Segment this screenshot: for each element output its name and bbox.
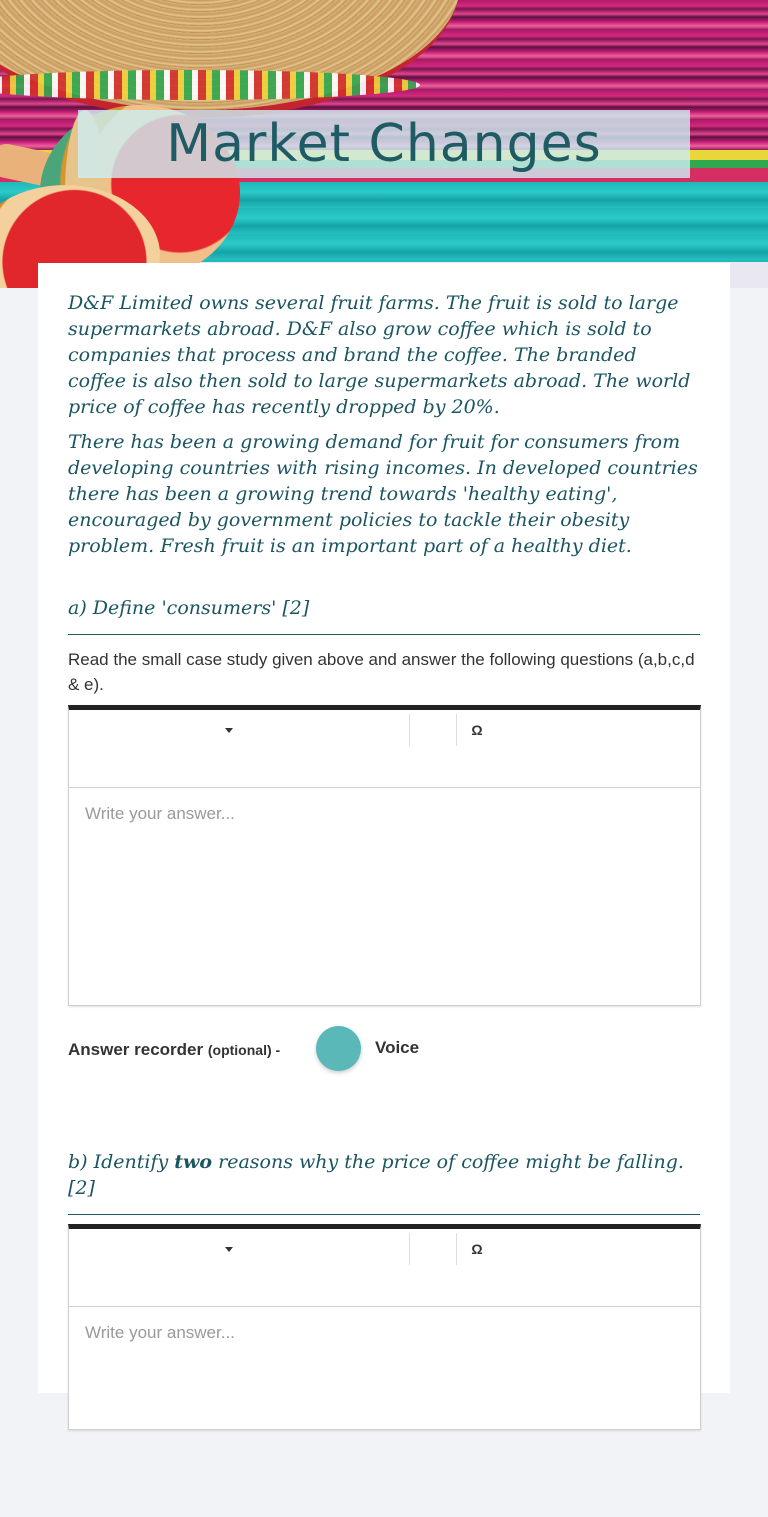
header-banner [0,0,768,288]
page-title: Market Changes [166,114,602,174]
instructions-text: Read the small case study given above and answer the following questions (a,b,c,d & e). [68,650,695,694]
answer-recorder [68,1026,700,1076]
editor-toolbar [69,710,700,788]
question-b-text [68,1149,700,1201]
toolbar-button[interactable] [410,714,457,746]
voice-label: Voice [375,1038,420,1057]
recorder-optional: (optional) - [207,1042,281,1058]
question-b-bold: two [174,1151,213,1173]
recorder-label [68,1040,280,1060]
special-character-button[interactable]: Ω [471,722,483,738]
toolbar-button[interactable] [410,1233,457,1265]
answer-input-a[interactable] [69,788,700,998]
special-character-button[interactable]: Ω [471,1241,483,1257]
record-button[interactable] [316,1026,361,1071]
title-box [78,110,690,178]
case-study-paragraph-2: There has been a growing demand for fruit for consumers from developing countries with rising incomes. In developed countries there has been a growing trend towards 'healthy eating', encouraged by government policies to tackle their obesity problem. Fresh fruit is an important part of a healthy diet. [68,431,698,557]
answer-editor-a [68,705,701,1006]
divider [68,1214,700,1215]
case-study-paragraph-1: D&F Limited owns several fruit farms. The fruit is sold to large supermarkets abroad. D&F also grow coffee which is sold to companies that process and brand the coffee. The branded coffee is also then sold to large supermarkets abroad. The world price of coffee has recently dropped by 20%. [68,292,691,418]
question-a-text: a) Define 'consumers' [2] [68,597,310,619]
chevron-down-icon [225,1247,233,1252]
editor-toolbar [69,1229,700,1307]
format-dropdown[interactable] [69,714,410,746]
recorder-label-text: Answer recorder [68,1040,204,1059]
question-b-suffix: reasons why the price of coffee might be falling. [2] [68,1151,684,1199]
sombrero-image [0,0,460,118]
divider [68,634,700,635]
chevron-down-icon [225,728,233,733]
answer-input-b[interactable] [69,1307,700,1517]
answer-editor-b [68,1224,701,1430]
format-dropdown[interactable] [69,1233,410,1265]
sombrero-rim-image [0,70,420,100]
worksheet-card [38,263,730,1393]
question-b-prefix: b) Identify [68,1151,175,1173]
